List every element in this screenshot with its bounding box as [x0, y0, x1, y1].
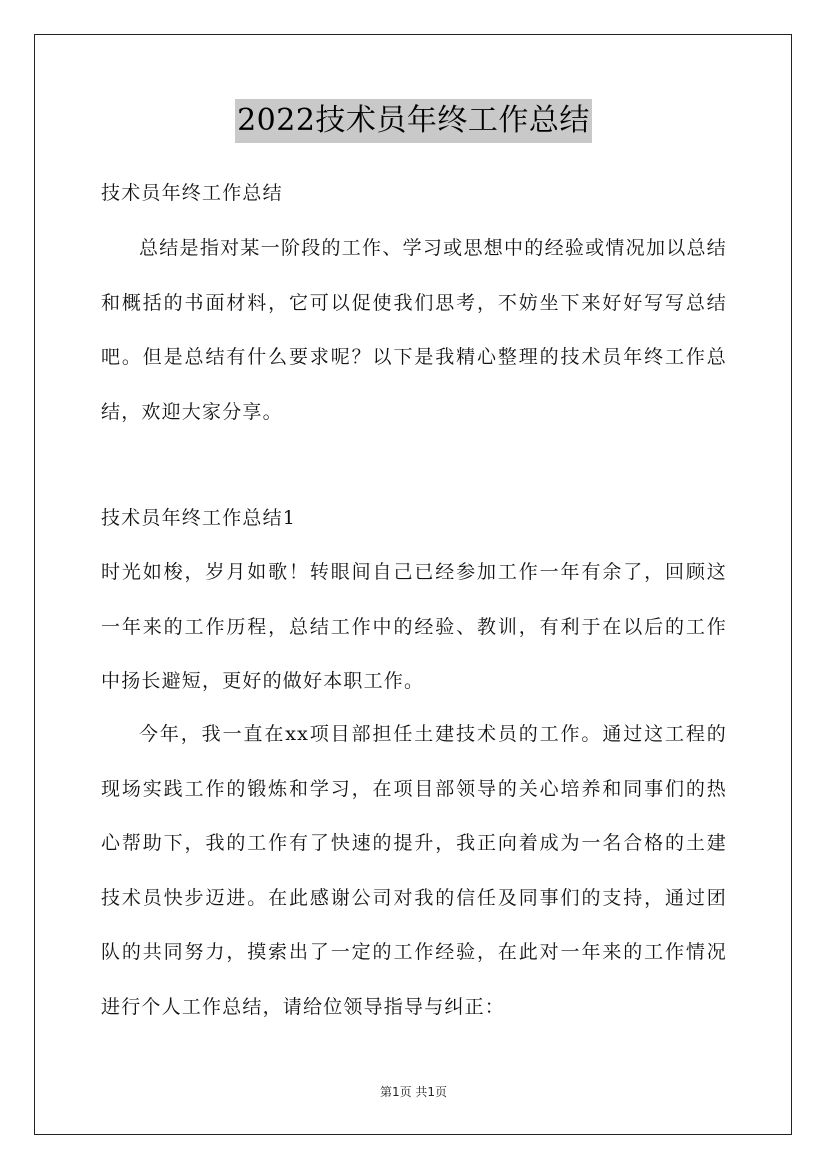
title-container: [0, 99, 827, 143]
section-heading: 技术员年终工作总结1: [101, 507, 297, 529]
intro-paragraph: 总结是指对某一阶段的工作、学习或思想中的经验或情况加以总结和概括的书面材料，它可以促使我们思考，不妨坐下来好好写写总结吧。但是总结有什么要求呢？以下是我精心整理的技术员年终工作总结，欢迎大家分享。: [101, 237, 727, 423]
body-paragraph-1: 时光如梭，岁月如歌！转眼间自己已经参加工作一年有余了，回顾这一年来的工作历程，总结工作中的经验、教训，有利于在以后的工作中扬长避短，更好的做好本职工作。: [101, 561, 727, 692]
body-paragraph-2: 今年，我一直在xx项目部担任土建技术员的工作。通过这工程的现场实践工作的锻炼和学习，在项目部领导的关心培养和同事们的热心帮助下，我的工作有了快速的提升，我正向着成为一名合格的土建技术员快步迈进。在此感谢公司对我的信任及同事们的支持，通过团队的共同努力，摸索出了一定的工作经验，在此对一年来的工作情况进行个人工作总结，请给位领导指导与纠正：: [101, 723, 727, 1018]
document-title: 2022技术员年终工作总结: [235, 99, 592, 143]
page-footer: 第1页 共1页: [379, 1085, 448, 1099]
intro-heading: 技术员年终工作总结: [101, 182, 283, 204]
